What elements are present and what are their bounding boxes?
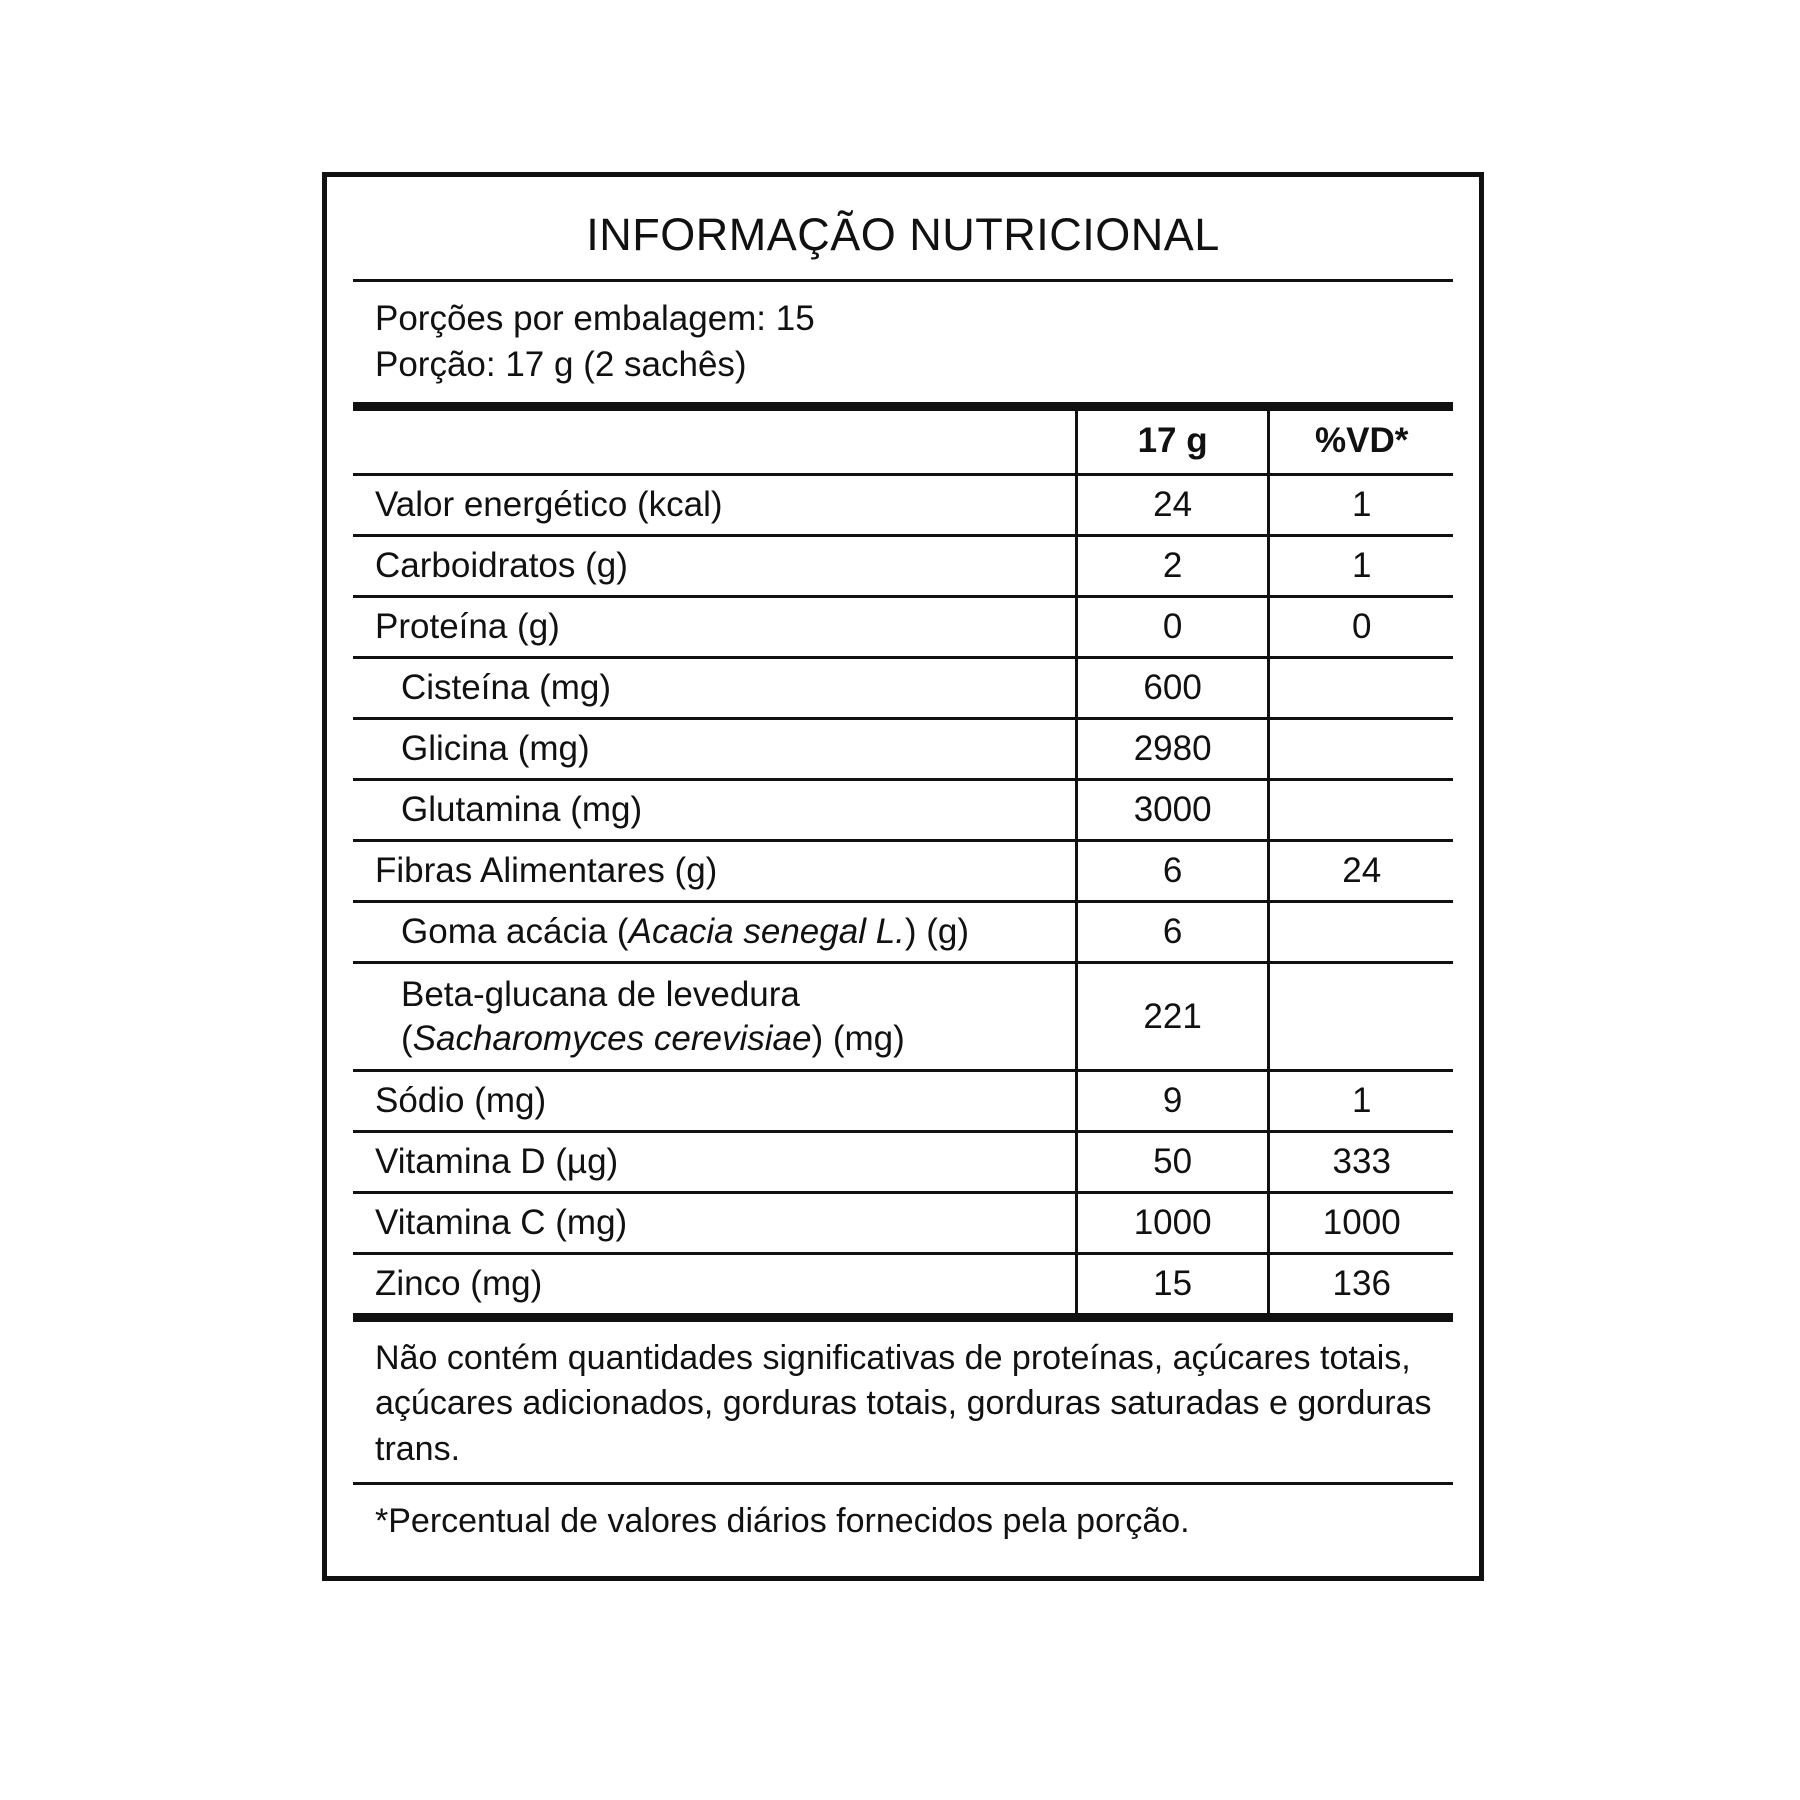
nutrient-vd <box>1269 902 1453 963</box>
nutrient-vd: 1 <box>1269 536 1453 597</box>
nutrient-name <box>353 963 1076 1071</box>
nutrient-vd <box>1269 658 1453 719</box>
nutrient-vd <box>1269 719 1453 780</box>
table-row <box>353 1193 1453 1254</box>
servings-per-package: Porções por embalagem: 15 <box>375 299 815 338</box>
table-row <box>353 536 1453 597</box>
nutrient-vd: 1 <box>1269 1071 1453 1132</box>
table-row <box>353 963 1453 1071</box>
nutrient-vd: 1000 <box>1269 1193 1453 1254</box>
nutrient-name-species: Acacia senegal L. <box>628 912 905 952</box>
nutrient-name: Sódio (mg) <box>353 1071 1076 1132</box>
nutrient-vd: 24 <box>1269 841 1453 902</box>
nutrient-name-prefix: ( <box>401 1018 413 1058</box>
nutrient-amount: 2 <box>1076 536 1269 597</box>
nutrient-vd: 1 <box>1269 475 1453 536</box>
nutrient-vd: 333 <box>1269 1132 1453 1193</box>
nutrient-name: Vitamina C (mg) <box>353 1193 1076 1254</box>
page-title: INFORMAÇÃO NUTRICIONAL <box>586 209 1220 260</box>
nutrient-amount: 6 <box>1076 841 1269 902</box>
table-row <box>353 1071 1453 1132</box>
nutrient-name-species: Sacharomyces cerevisiae <box>412 1018 812 1058</box>
table-row <box>353 658 1453 719</box>
table-header-row <box>353 411 1453 475</box>
nutrient-name-prefix: Goma acácia ( <box>401 912 629 952</box>
nutrient-amount: 2980 <box>1076 719 1269 780</box>
nutrient-amount: 15 <box>1076 1254 1269 1314</box>
nutrient-amount: 24 <box>1076 475 1269 536</box>
nutrient-amount: 600 <box>1076 658 1269 719</box>
nutrient-amount: 50 <box>1076 1132 1269 1193</box>
nutrient-amount: 6 <box>1076 902 1269 963</box>
nutrition-table <box>353 411 1453 1313</box>
nutrient-name: Glutamina (mg) <box>353 780 1076 841</box>
footnote-daily-values: *Percentual de valores diários fornecidos pela porção. <box>353 1482 1453 1550</box>
nutrient-vd <box>1269 963 1453 1071</box>
table-row <box>353 780 1453 841</box>
table-row <box>353 1132 1453 1193</box>
nutrient-name: Cisteína (mg) <box>353 658 1076 719</box>
divider-above-table <box>353 402 1453 411</box>
nutrient-amount: 9 <box>1076 1071 1269 1132</box>
nutrient-name-line1: Beta-glucana de levedura <box>401 975 800 1015</box>
nutrient-amount: 0 <box>1076 597 1269 658</box>
nutrient-vd: 0 <box>1269 597 1453 658</box>
table-row <box>353 902 1453 963</box>
nutrient-name <box>353 902 1076 963</box>
nutrient-vd: 136 <box>1269 1254 1453 1314</box>
nutrient-name: Proteína (g) <box>353 597 1076 658</box>
serving-size: Porção: 17 g (2 sachês) <box>375 345 747 385</box>
nutrient-name: Zinco (mg) <box>375 1264 543 1304</box>
column-header-daily-value: %VD* <box>1269 411 1453 475</box>
nutrient-name: Vitamina D (µg) <box>353 1132 1076 1193</box>
nutrient-name: Valor energético (kcal) <box>353 475 1076 536</box>
nutrient-name-line2 <box>401 1017 1069 1060</box>
table-row <box>353 475 1453 536</box>
serving-info <box>353 282 1453 402</box>
nutrition-facts-label <box>322 172 1484 1581</box>
nutrient-name: Glicina (mg) <box>353 719 1076 780</box>
nutrient-amount: 221 <box>1076 963 1269 1071</box>
footnote-significant-amounts: Não contém quantidades significativas de proteínas, açúcares totais, açúcares adicionados, gorduras totais, gorduras saturadas e gorduras trans. <box>353 1313 1453 1482</box>
nutrient-name-suffix: ) (g) <box>904 912 970 952</box>
column-header-nutrient <box>353 411 1076 475</box>
nutrient-name-suffix: ) (mg) <box>811 1018 905 1058</box>
table-row <box>353 1254 1453 1314</box>
nutrient-vd <box>1269 780 1453 841</box>
nutrient-amount: 3000 <box>1076 780 1269 841</box>
table-row <box>353 597 1453 658</box>
column-header-amount: 17 g <box>1076 411 1269 475</box>
nutrient-name: Fibras Alimentares (g) <box>353 841 1076 902</box>
nutrient-amount: 1000 <box>1076 1193 1269 1254</box>
nutrient-name: Carboidratos (g) <box>353 536 1076 597</box>
table-row <box>353 719 1453 780</box>
table-row <box>353 841 1453 902</box>
